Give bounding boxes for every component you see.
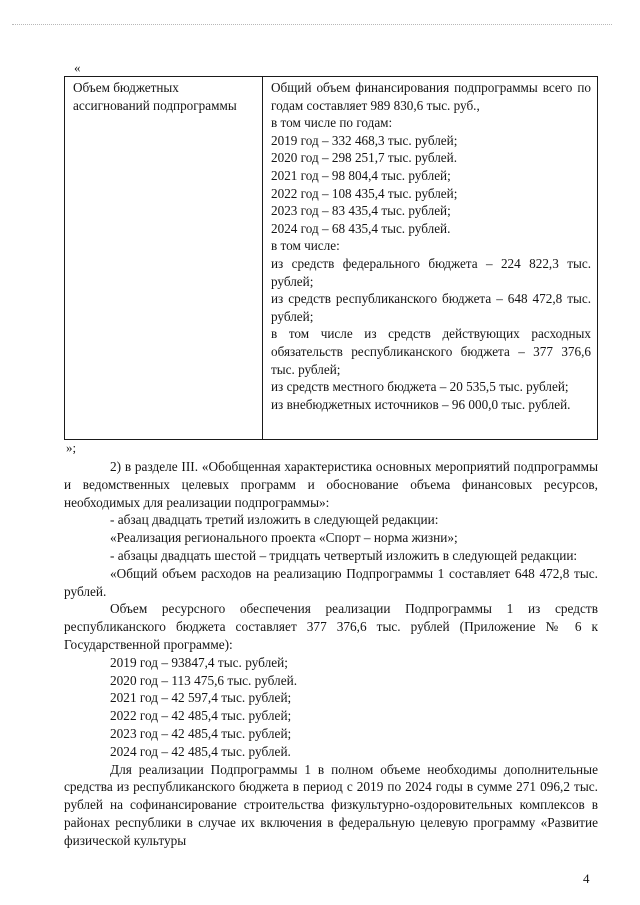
paragraph: - абзацы двадцать шестой – тридцать четвертый изложить в следующей редакции: xyxy=(110,547,578,563)
budget-table xyxy=(64,76,598,440)
year-line: 2020 год – 113 475,6 тыс. рублей. xyxy=(110,672,298,688)
paragraph: «Реализация регионального проекта «Спорт – норма жизни»; xyxy=(110,530,458,546)
value-line: Общий объем финансирования подпрограммы всего по годам составляет 989 830,6 тыс. руб., xyxy=(271,80,591,113)
paragraph: - абзац двадцать третий изложить в следующей редакции: xyxy=(110,512,439,528)
paragraph: 2) в разделе III. «Обобщенная характеристика основных мероприятий подпрограммы и ведомственных целевых программ и обоснование объема финансовых ресурсов, необходимых для реализации подпрограммы»: xyxy=(64,459,598,510)
value-line: 2021 год – 98 804,4 тыс. рублей; xyxy=(271,167,451,183)
value-line: из средств федерального бюджета – 224 822,3 тыс. рублей; xyxy=(271,255,591,289)
table-label-cell: Объем бюджетных ассигнований подпрограммы xyxy=(65,77,263,440)
closing-quote: »; xyxy=(66,440,77,455)
value-line: в том числе из средств действующих расходных обязательств республиканского бюджета – 377 376,6 тыс. рублей; xyxy=(271,326,591,377)
year-line: 2021 год – 42 597,4 тыс. рублей; xyxy=(110,690,292,706)
year-line: 2024 год – 42 485,4 тыс. рублей. xyxy=(110,743,291,759)
year-line: 2022 год – 42 485,4 тыс. рублей; xyxy=(110,708,292,724)
table-value-cell xyxy=(263,77,598,440)
paragraph: Объем ресурсного обеспечения реализации Подпрограммы 1 из средств республиканского бюджета составляет 377 376,6 тыс. рублей (Приложение № 6 к Государственной программе): xyxy=(64,601,598,652)
value-line: из средств местного бюджета – 20 535,5 тыс. рублей; xyxy=(271,379,569,395)
value-line: 2022 год – 108 435,4 тыс. рублей; xyxy=(271,185,458,201)
table-row xyxy=(65,77,598,440)
opening-quote: « xyxy=(74,60,81,75)
value-line: 2023 год – 83 435,4 тыс. рублей; xyxy=(271,203,451,219)
year-line: 2023 год – 42 485,4 тыс. рублей; xyxy=(110,725,292,741)
value-line: 2024 год – 68 435,4 тыс. рублей. xyxy=(271,220,451,236)
value-line: из внебюджетных источников – 96 000,0 тыс. рублей. xyxy=(271,396,571,412)
value-line: в том числе по годам: xyxy=(271,115,393,131)
year-line: 2019 год – 93847,4 тыс. рублей; xyxy=(110,654,288,670)
document-body xyxy=(64,458,598,850)
page-number: 4 xyxy=(583,871,590,886)
paragraph: Для реализации Подпрограммы 1 в полном объеме необходимы дополнительные средства из республиканского бюджета в период с 2019 по 2024 годы в сумме 271 096,2 тыс. рублей на софинансирование строительства физкультурно-оздоровительных комплексов в районах республики в случае их включения в федеральную целевую программу «Развитие физической культуры xyxy=(64,761,598,848)
paragraph: «Общий объем расходов на реализацию Подпрограммы 1 составляет 648 472,8 тыс. рублей. xyxy=(64,565,598,599)
value-line: из средств республиканского бюджета – 648 472,8 тыс. рублей; xyxy=(271,291,591,324)
value-line: 2020 год – 298 251,7 тыс. рублей. xyxy=(271,150,457,166)
value-line: в том числе: xyxy=(271,238,340,254)
scan-top-edge-marks xyxy=(12,24,612,31)
value-line: 2019 год – 332 468,3 тыс. рублей; xyxy=(271,132,458,148)
